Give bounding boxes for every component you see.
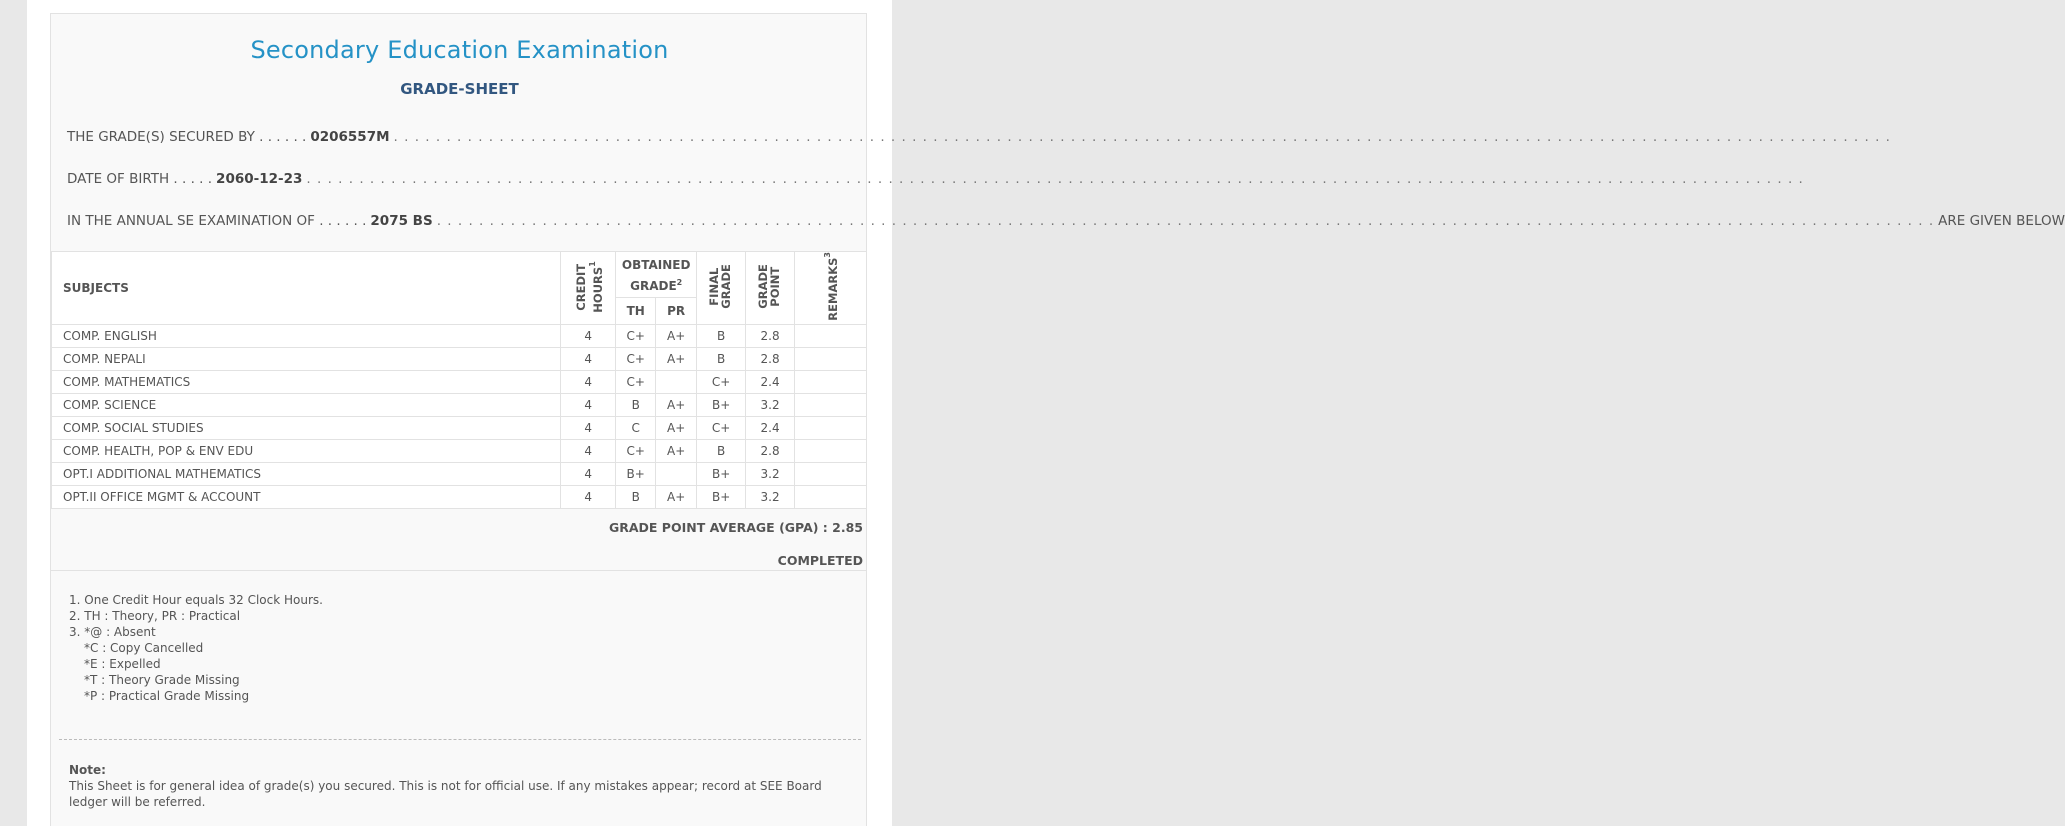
- footnote-theory-missing: *T : Theory Grade Missing: [84, 673, 240, 687]
- subject-cell: OPT.II OFFICE MGMT & ACCOUNT: [52, 485, 561, 508]
- pr-grade-cell: A+: [656, 485, 697, 508]
- gpa-summary: GRADE POINT AVERAGE (GPA) : 2.85: [608, 520, 863, 535]
- th-grade-cell: B+: [616, 462, 656, 485]
- credit-cell: 4: [561, 370, 616, 393]
- remarks-cell: [795, 370, 867, 393]
- pr-grade-cell: A+: [656, 439, 697, 462]
- divider: [51, 570, 867, 571]
- header-credit-hours: CREDIT HOURS$^1$: [561, 252, 616, 325]
- pr-grade-cell: [656, 370, 697, 393]
- final-grade-cell: B+: [697, 462, 746, 485]
- exam-label: IN THE ANNUAL SE EXAMINATION OF . . . . . .: [67, 213, 367, 229]
- credit-cell: 4: [561, 485, 616, 508]
- dob-label: DATE OF BIRTH . . . . .: [67, 171, 213, 187]
- remarks-cell: [795, 462, 867, 485]
- pr-grade-cell: A+: [656, 393, 697, 416]
- header-th: TH: [616, 297, 656, 324]
- th-grade-cell: C+: [616, 324, 656, 347]
- pr-grade-cell: A+: [656, 416, 697, 439]
- table-row: [52, 439, 867, 462]
- remarks-cell: [795, 485, 867, 508]
- dashed-divider: [59, 739, 861, 740]
- table-row: [52, 393, 867, 416]
- note-text: This Sheet is for general idea of grade(s) you secured. This is not for official use. If any mistakes appear; record at SEE Board ledger will be referred.: [69, 779, 822, 809]
- header-obtained-grade: OBTAINED GRADE$^2$: [616, 252, 697, 298]
- header-final-grade: FINAL GRADE: [697, 252, 746, 325]
- grade-point-cell: 3.2: [746, 393, 795, 416]
- page-title: Secondary Education Examination: [250, 36, 669, 64]
- dob-value: 2060-12-23: [216, 171, 303, 187]
- final-grade-cell: C+: [697, 370, 746, 393]
- credit-cell: 4: [561, 393, 616, 416]
- credit-cell: 4: [561, 416, 616, 439]
- grades-table: [51, 251, 867, 509]
- grade-point-cell: 2.8: [746, 439, 795, 462]
- page: [27, 0, 2065, 826]
- credit-cell: 4: [561, 347, 616, 370]
- final-grade-cell: B: [697, 347, 746, 370]
- secured-by-line: [67, 127, 1891, 147]
- footnotes: [69, 592, 323, 704]
- pr-grade-cell: A+: [656, 347, 697, 370]
- footnote-th-pr: 2. TH : Theory, PR : Practical: [69, 609, 241, 623]
- grade-sheet-subtitle: GRADE-SHEET: [400, 80, 519, 98]
- dob-line: [67, 169, 1804, 189]
- credit-cell: 4: [561, 439, 616, 462]
- subject-cell: COMP. NEPALI: [52, 347, 561, 370]
- grade-point-cell: 3.2: [746, 462, 795, 485]
- footnote-copy-cancelled: *C : Copy Cancelled: [84, 641, 204, 655]
- footnote-absent: 3. *@ : Absent: [69, 625, 156, 639]
- dot-leader: . . . . . . . . . . . . . . . . . . . . . . . . . . . . . . . . . . . . . . . . . . . . . . . . . . . . . . . . . . . . . . . . . . . . . . . . . . . . . . . . . . . . . . . . . . . . . . . . . . . . . . . . . . . . . . . . . . . . . . . . . . . . . . . . . . . . . . . . . . . . . .: [436, 213, 1935, 229]
- th-grade-cell: C: [616, 416, 656, 439]
- final-grade-cell: C+: [697, 416, 746, 439]
- subject-cell: COMP. ENGLISH: [52, 324, 561, 347]
- remarks-cell: [795, 324, 867, 347]
- remarks-cell: [795, 439, 867, 462]
- credit-cell: 4: [561, 462, 616, 485]
- subject-cell: OPT.I ADDITIONAL MATHEMATICS: [52, 462, 561, 485]
- grade-point-cell: 3.2: [746, 485, 795, 508]
- header-grade-point: GRADE POINT: [746, 252, 795, 325]
- remarks-cell: [795, 416, 867, 439]
- exam-tail: ARE GIVEN BELOW: [1938, 213, 2065, 229]
- subject-cell: COMP. SCIENCE: [52, 393, 561, 416]
- dot-leader: . . . . . . . . . . . . . . . . . . . . . . . . . . . . . . . . . . . . . . . . . . . . . . . . . . . . . . . . . . . . . . . . . . . . . . . . . . . . . . . . . . . . . . . . . . . . . . . . . . . . . . . . . . . . . . . . . . . . . . . . . . . . . . . . . . . . . . . . . . . . . .: [393, 129, 1891, 145]
- exam-year: 2075 BS: [370, 213, 433, 229]
- secured-by-label: THE GRADE(S) SECURED BY . . . . . .: [67, 129, 307, 145]
- footnote-practical-missing: *P : Practical Grade Missing: [84, 689, 250, 703]
- final-grade-cell: B: [697, 439, 746, 462]
- th-grade-cell: C+: [616, 370, 656, 393]
- table-row: [52, 347, 867, 370]
- result-status: COMPLETED: [777, 553, 863, 568]
- th-grade-cell: B: [616, 485, 656, 508]
- note-label: Note:: [69, 763, 106, 777]
- table-row: [52, 485, 867, 508]
- final-grade-cell: B+: [697, 485, 746, 508]
- final-grade-cell: B+: [697, 393, 746, 416]
- header-subjects: SUBJECTS: [52, 252, 561, 325]
- header-remarks: REMARKS$^3$: [795, 252, 867, 325]
- table-row: [52, 370, 867, 393]
- footnote-expelled: *E : Expelled: [84, 657, 161, 671]
- grade-point-cell: 2.4: [746, 370, 795, 393]
- pr-grade-cell: A+: [656, 324, 697, 347]
- exam-line: [67, 211, 2065, 231]
- table-row: [52, 416, 867, 439]
- remarks-cell: [795, 347, 867, 370]
- final-grade-cell: B: [697, 324, 746, 347]
- subject-cell: COMP. HEALTH, POP & ENV EDU: [52, 439, 561, 462]
- subject-cell: COMP. SOCIAL STUDIES: [52, 416, 561, 439]
- th-grade-cell: C+: [616, 347, 656, 370]
- grade-point-cell: 2.8: [746, 347, 795, 370]
- header-pr: PR: [656, 297, 697, 324]
- grade-sheet: [50, 13, 2065, 826]
- remarks-cell: [795, 393, 867, 416]
- subject-cell: COMP. MATHEMATICS: [52, 370, 561, 393]
- th-grade-cell: B: [616, 393, 656, 416]
- pr-grade-cell: [656, 462, 697, 485]
- note-section: [69, 762, 859, 810]
- grade-point-cell: 2.4: [746, 416, 795, 439]
- credit-cell: 4: [561, 324, 616, 347]
- dot-leader: . . . . . . . . . . . . . . . . . . . . . . . . . . . . . . . . . . . . . . . . . . . . . . . . . . . . . . . . . . . . . . . . . . . . . . . . . . . . . . . . . . . . . . . . . . . . . . . . . . . . . . . . . . . . . . . . . . . . . . . . . . . . . . . . . . . . . . . . . . . . . .: [306, 171, 1804, 187]
- footnote-credit-hour: 1. One Credit Hour equals 32 Clock Hours.: [69, 593, 323, 607]
- table-row: [52, 462, 867, 485]
- table-row: [52, 324, 867, 347]
- th-grade-cell: C+: [616, 439, 656, 462]
- symbol-number: 0206557M: [310, 129, 390, 145]
- grade-point-cell: 2.8: [746, 324, 795, 347]
